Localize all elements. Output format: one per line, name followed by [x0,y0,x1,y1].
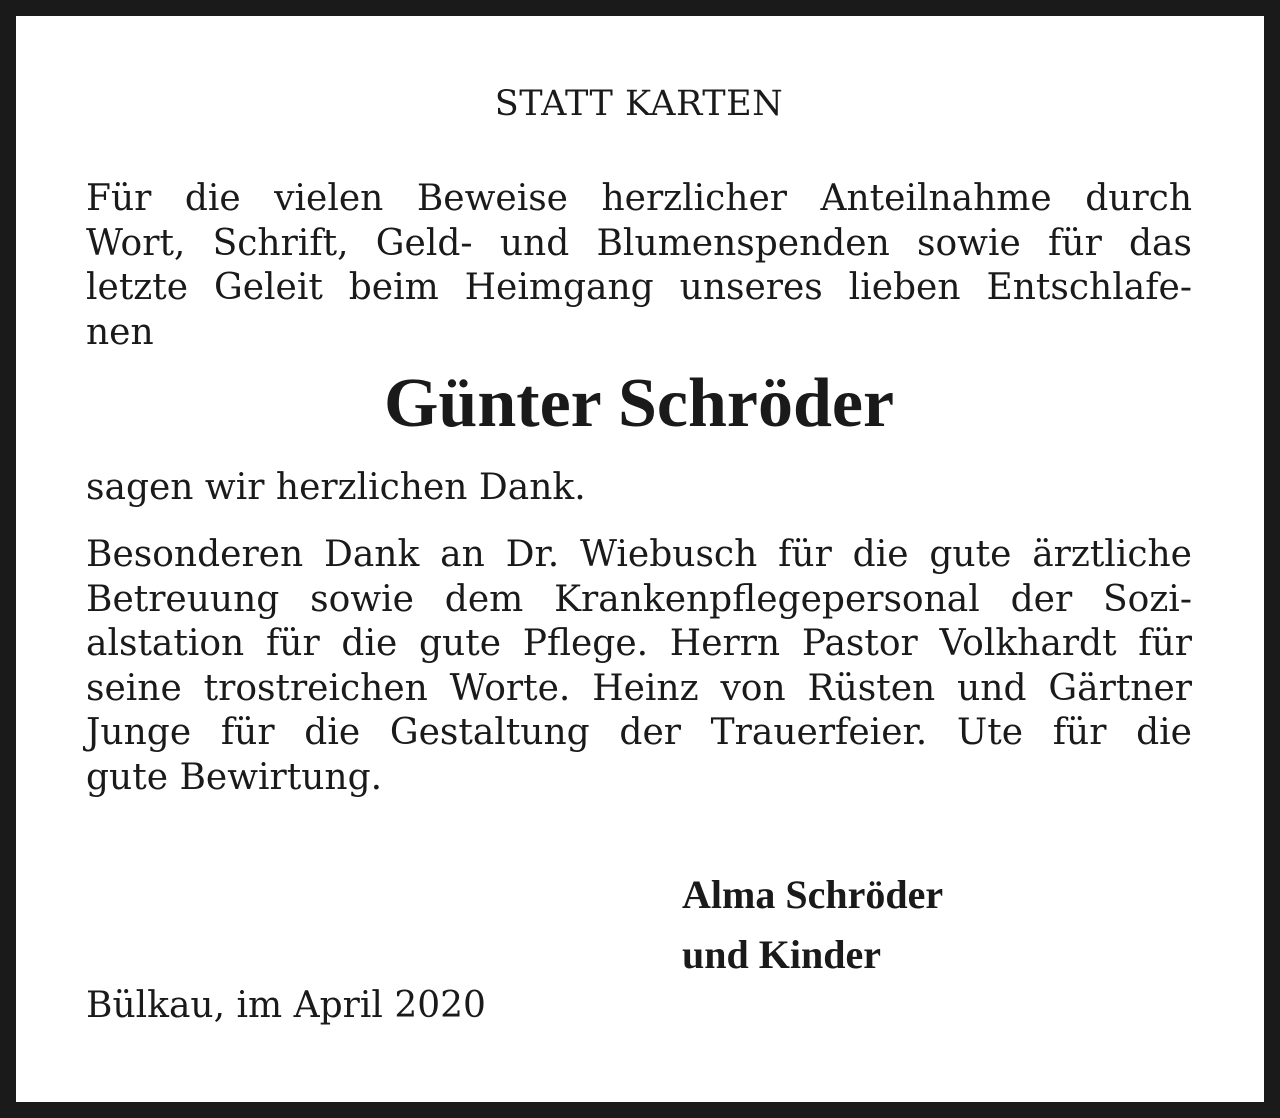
special-line: seine trostreichen Worte. Heinz von Rüsten und Gärtner [86,667,1192,709]
special-line: Besonderen Dank an Dr. Wiebusch für die gute ärztliche [86,534,1192,575]
intro-line: Wort, Schrift, Geld- und Blumenspenden sowie für das [86,222,1192,264]
place-date: Bülkau, im April 2020 [86,985,486,1026]
intro-line: nen [86,311,154,353]
signature-name: Alma Schröder [682,872,944,917]
intro-line: letzte Geleit beim Heimgang unseres lieben Entschlafe- [86,267,1192,308]
deceased-name: Günter Schröder [383,365,895,442]
intro-line: Für die vielen Beweise herzlicher Anteilnahme durch [86,178,1192,219]
special-line: alstation für die gute Pflege. Herrn Pastor Volkhardt für [86,623,1192,664]
thanks-line: sagen wir herzlichen Dank. [86,467,586,508]
intro-paragraph [86,177,1192,355]
notice-heading: STATT KARTEN [494,84,784,124]
signature-family: und Kinder [682,932,881,977]
special-line: Junge für die Gestaltung der Trauerfeier. Ute für die [86,712,1192,753]
special-line: gute Bewirtung. [86,756,383,798]
special-line: Betreuung sowie dem Krankenpflegepersonal der Sozi- [86,578,1192,620]
special-thanks-paragraph [86,533,1192,800]
